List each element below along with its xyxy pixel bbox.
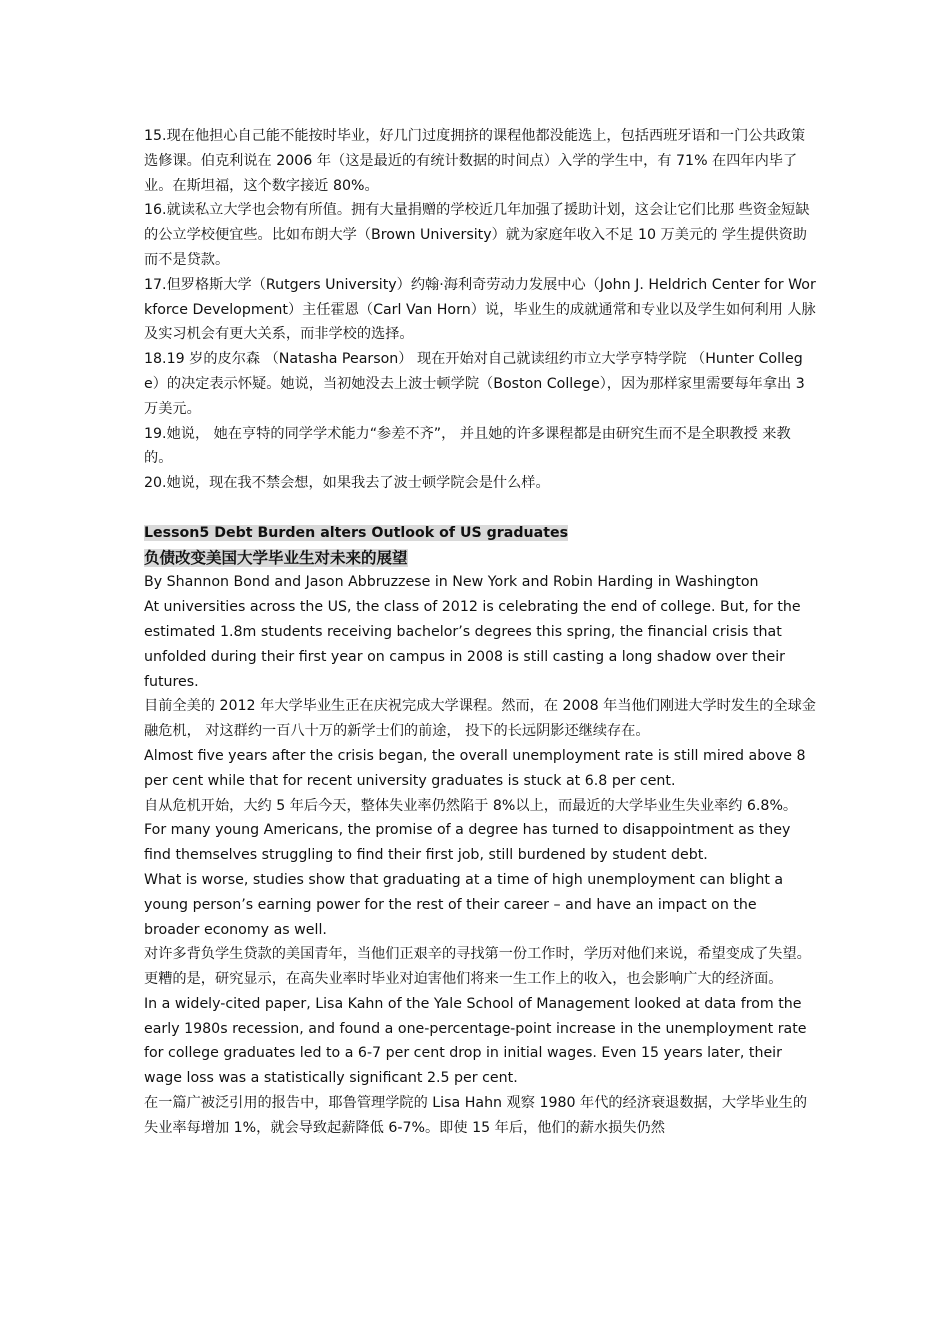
body-paragraph-zh-3: 对许多背负学生贷款的美国青年，当他们正艰辛的寻找第一份工作时，学历对他们来说，希望变成了失望。	[144, 946, 811, 963]
lesson-subtitle-text: 负债改变美国大学毕业生对未来的展望	[144, 548, 408, 567]
body-paragraph-en-2: Almost five years after the crisis began, the overall unemployment rate is still mired above 8 per cent while that for recent university graduates is stuck at 6.8 per cent.	[144, 747, 806, 789]
paragraph-19: 19.她说， 她在亨特的同学学术能力“参差不齐”， 并且她的许多课程都是由研究生而不是全职教授 来教的。	[144, 425, 791, 467]
body-paragraph-en-4: What is worse, studies show that graduating at a time of high unemployment can blight a young person’s earning power for the rest of their career – and have an impact on the broader economy as well.	[144, 871, 784, 938]
body-paragraph-en-1: At universities across the US, the class of 2012 is celebrating the end of college. But, for the estimated 1.8m students receiving bachelor’s degrees this spring, the financial crisis that unfolded during their first year on campus in 2008 is still casting a long shadow over their futures.	[144, 599, 801, 690]
body-paragraph-zh-5: 在一篇广被泛引用的报告中，耶鲁管理学院的 Lisa Hahn 观察 1980 年代的经济衰退数据，大学毕业生的失业率每增加 1%，就会导致起薪降低 6-7%。即使 15 年后，他们的薪水损失仍然	[144, 1095, 808, 1136]
body-paragraph-zh-1: 目前全美的 2012 年大学毕业生正在庆祝完成大学课程。然而，在 2008 年当他们刚进大学时发生的全球金融危机， 对这群约一百八十万的新学士们的前途， 投下的长远阴影还继续存在。	[144, 698, 816, 740]
byline: By Shannon Bond and Jason Abbruzzese in New York and Robin Harding in Washington	[144, 574, 759, 591]
body-paragraph-zh-2: 自从危机开始，大约 5 年后今天，整体失业率仍然陷于 8%以上，而最近的大学毕业生失业率约 6.8%。	[144, 797, 798, 814]
lesson-title	[144, 521, 816, 546]
lesson-title-text: Lesson5 Debt Burden alters Outlook of US graduates	[144, 524, 569, 541]
body-paragraph-en-5: In a widely-cited paper, Lisa Kahn of the Yale School of Management looked at data from the early 1980s recession, and found a one-percentage-point increase in the unemployment rate for college graduates led to a 6-7 per cent drop in initial wages. Even 15 years later, their wage loss was a statistically significant 2.5 per cent.	[144, 995, 807, 1087]
paragraph-15: 15.现在他担心自己能不能按时毕业，好几门过度拥挤的课程他都没能选上，包括西班牙语和一门公共政策选修课。伯克利说在 2006 年（这是最近的有统计数据的时间点）入学的学生中，有 71% 在四年内毕了业。在斯坦福，这个数字接近 80%。	[144, 128, 806, 194]
paragraph-18: 18.19 岁的皮尔森 （Natasha Pearson） 现在开始对自己就读纽约市立大学亨特学院 （Hunter College）的决定表示怀疑。她说，当初她没去上波士顿学院（Boston College），因为那样家里需要每年拿出 3 万美元。	[144, 351, 805, 417]
paragraph-16: 16.就读私立大学也会物有所值。拥有大量捐赠的学校近几年加强了援助计划，这会让它们比那 些资金短缺的公立学校便宜些。比如布朗大学（Brown University）就为家庭年收入不足 10 万美元的 学生提供资助而不是贷款。	[144, 202, 810, 268]
paragraph-20: 20.她说，现在我不禁会想，如果我去了波士顿学院会是什么样。	[144, 475, 550, 492]
body-paragraph-en-3: For many young Americans, the promise of a degree has turned to disappointment as they find themselves struggling to find their first job, still burdened by student debt.	[144, 822, 791, 864]
blank-line	[144, 496, 816, 521]
body-paragraph-zh-4: 更糟的是，研究显示，在高失业率时毕业对迫害他们将来一生工作上的收入，也会影响广大的经济面。	[144, 971, 783, 988]
paragraph-17: 17.但罗格斯大学（Rutgers University）约翰·海利奇劳动力发展中心（John J. Heldrich Center for Workforce Development）主任霍恩（Carl Van Horn）说，毕业生的成就通常和专业以及学生如何利用 人脉及实习机会有更大关系，而非学校的选择。	[144, 276, 816, 343]
lesson-subtitle	[144, 546, 816, 571]
